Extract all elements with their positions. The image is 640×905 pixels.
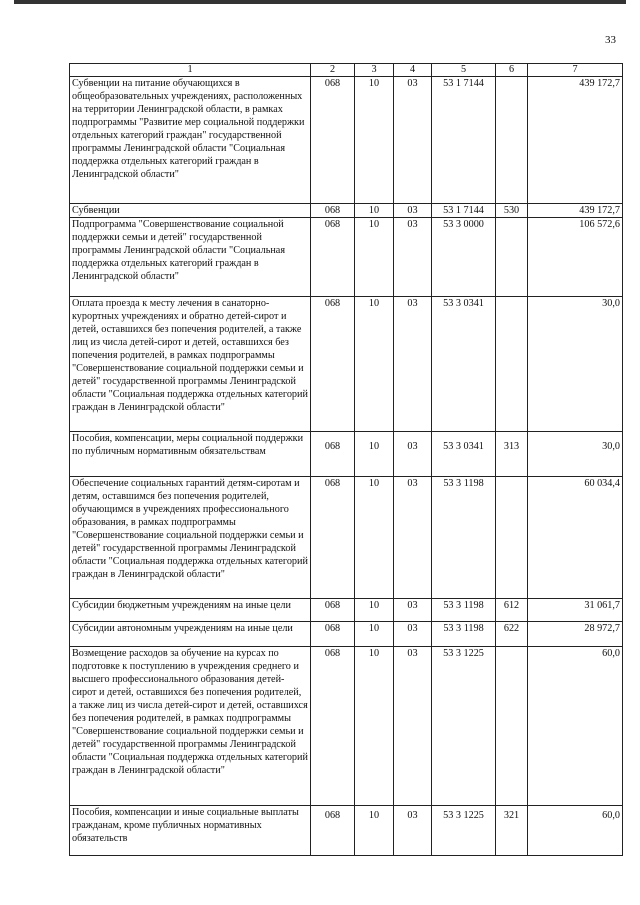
row-expense-type: 530 [496,204,528,218]
row-ministry-code: 068 [311,622,355,647]
row-name: Субсидии автономным учреждениям на иные цели [70,622,311,647]
budget-table [69,63,623,856]
row-amount: 60,0 [528,806,623,856]
row-amount: 439 172,7 [528,77,623,204]
row-target-code: 53 3 1225 [432,647,496,806]
row-amount: 60,0 [528,647,623,806]
column-header-3: 3 [355,64,394,77]
row-subsection: 03 [394,477,432,599]
row-expense-type [496,77,528,204]
row-name: Пособия, компенсации, меры социальной поддержки по публичным нормативным обязательствам [70,432,311,477]
row-section: 10 [355,477,394,599]
row-name: Оплата проезда к месту лечения в санаторно-курортных учреждениях и обратно детей-сирот и детей, оставшихся без попечения родителей, а также лиц из числа детей-сирот и детей, оставшихся без попечения родителей, в рамках подпрограммы "Совершенствование социальной поддержки семьи и детей" государственной программы Ленинградской области "Социальная поддержка отдельных категорий граждан в Ленинградской области" [70,297,311,432]
column-header-2: 2 [311,64,355,77]
row-expense-type [496,218,528,297]
row-target-code: 53 3 1198 [432,599,496,622]
column-header-1: 1 [70,64,311,77]
row-ministry-code: 068 [311,806,355,856]
row-section: 10 [355,432,394,477]
column-header-4: 4 [394,64,432,77]
row-target-code: 53 1 7144 [432,204,496,218]
row-subsection: 03 [394,77,432,204]
row-ministry-code: 068 [311,647,355,806]
header-row [70,64,623,77]
row-expense-type: 622 [496,622,528,647]
row-subsection: 03 [394,204,432,218]
row-name: Возмещение расходов за обучение на курсах по подготовке к поступлению в учреждения среднего и высшего профессионального образования детей-сирот и детей, оставшихся без попечения родителей, а также лиц из числа детей-сирот и детей, оставшихся без попечения родителей, в рамках подпрограммы "Совершенствование социальной поддержки семьи и детей" государственной программы Ленинградской области "Социальная поддержка отдельных категорий граждан в Ленинградской области" [70,647,311,806]
row-subsection: 03 [394,297,432,432]
row-name: Подпрограмма "Совершенствование социальной поддержки семьи и детей" государственной программы Ленинградской области "Социальная поддержка отдельных категорий граждан в Ленинградской области" [70,218,311,297]
table-row [70,806,623,856]
table-row [70,297,623,432]
table-row [70,77,623,204]
row-section: 10 [355,204,394,218]
row-subsection: 03 [394,218,432,297]
row-name: Обеспечение социальных гарантий детям-сиротам и детям, оставшимся без попечения родителей, обучающимся в учреждениях профессионального образования, в рамках подпрограммы "Совершенствование социальной поддержки семьи и детей" государственной программы Ленинградской области "Социальная поддержка отдельных категорий граждан в Ленинградской области" [70,477,311,599]
row-ministry-code: 068 [311,432,355,477]
row-name: Субвенции на питание обучающихся в общеобразовательных учреждениях, расположенных на территории Ленинградской области, в рамках подпрограммы "Развитие мер социальной поддержки отдельных категорий граждан" государственной программы Ленинградской области "Социальная поддержка отдельных категорий граждан в Ленинградской области" [70,77,311,204]
row-name: Пособия, компенсации и иные социальные выплаты гражданам, кроме публичных нормативных обязательств [70,806,311,856]
table-row [70,218,623,297]
table-row [70,647,623,806]
column-header-7: 7 [528,64,623,77]
row-amount: 30,0 [528,432,623,477]
row-section: 10 [355,218,394,297]
row-name: Субвенции [70,204,311,218]
table-row [70,204,623,218]
row-expense-type [496,477,528,599]
row-target-code: 53 3 1198 [432,477,496,599]
row-ministry-code: 068 [311,218,355,297]
row-subsection: 03 [394,647,432,806]
row-section: 10 [355,806,394,856]
row-section: 10 [355,622,394,647]
row-ministry-code: 068 [311,477,355,599]
row-name: Субсидии бюджетным учреждениям на иные цели [70,599,311,622]
table-row [70,622,623,647]
row-target-code: 53 1 7144 [432,77,496,204]
row-ministry-code: 068 [311,297,355,432]
row-subsection: 03 [394,622,432,647]
row-target-code: 53 3 0341 [432,432,496,477]
row-subsection: 03 [394,599,432,622]
row-expense-type [496,647,528,806]
row-section: 10 [355,297,394,432]
row-section: 10 [355,77,394,204]
row-ministry-code: 068 [311,599,355,622]
row-target-code: 53 3 1225 [432,806,496,856]
column-header-6: 6 [496,64,528,77]
table-row [70,432,623,477]
table-row [70,599,623,622]
row-target-code: 53 3 0000 [432,218,496,297]
row-section: 10 [355,599,394,622]
row-amount: 106 572,6 [528,218,623,297]
row-subsection: 03 [394,432,432,477]
scan-top-border [14,0,626,4]
row-expense-type: 313 [496,432,528,477]
row-target-code: 53 3 0341 [432,297,496,432]
row-expense-type: 321 [496,806,528,856]
row-amount: 30,0 [528,297,623,432]
row-amount: 60 034,4 [528,477,623,599]
row-subsection: 03 [394,806,432,856]
row-target-code: 53 3 1198 [432,622,496,647]
row-ministry-code: 068 [311,204,355,218]
column-header-5: 5 [432,64,496,77]
row-expense-type: 612 [496,599,528,622]
row-amount: 28 972,7 [528,622,623,647]
row-ministry-code: 068 [311,77,355,204]
row-section: 10 [355,647,394,806]
row-amount: 439 172,7 [528,204,623,218]
row-expense-type [496,297,528,432]
table-row [70,477,623,599]
page-number: 33 [605,34,616,46]
row-amount: 31 061,7 [528,599,623,622]
